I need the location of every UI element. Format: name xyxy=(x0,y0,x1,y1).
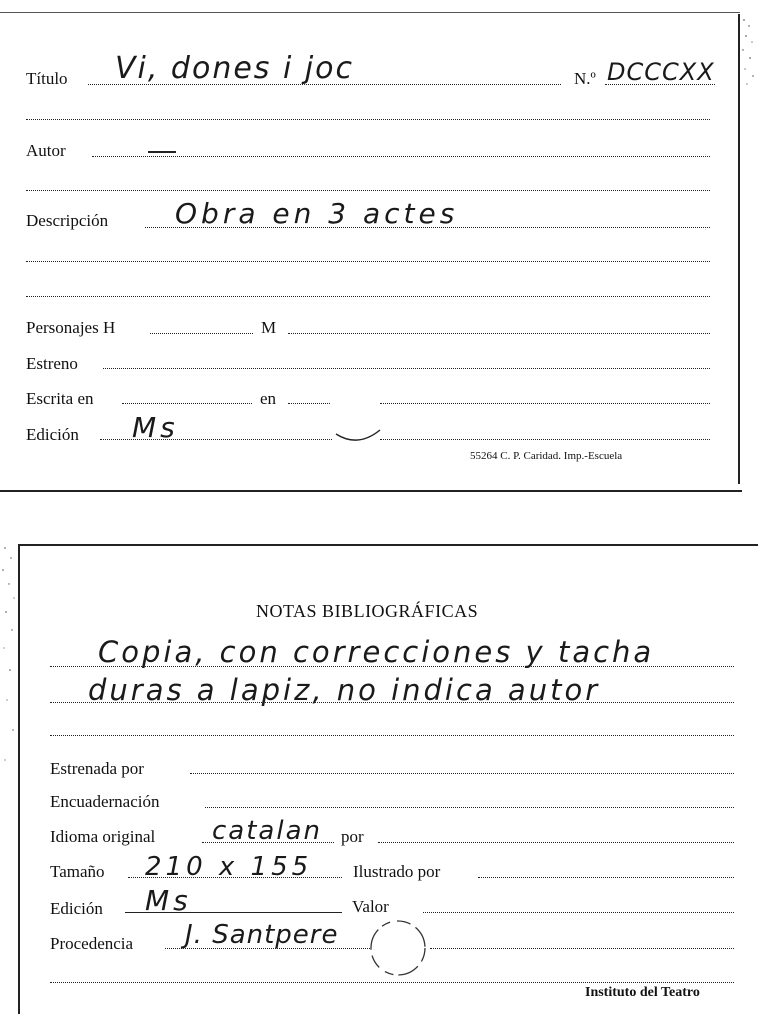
escrita-en2-line-b xyxy=(380,403,710,404)
estreno-label: Estreno xyxy=(26,354,78,373)
card-top-edge xyxy=(18,544,758,546)
card-bottom-edge xyxy=(0,490,742,492)
escrita-en2-line xyxy=(288,403,330,404)
notes-handwritten-2: duras a lapiz, no indica autor xyxy=(88,673,601,707)
autor-label: Autor xyxy=(26,141,66,160)
notes-handwritten-1: Copia, con correcciones y tacha xyxy=(98,635,655,669)
escrita-en2-label: en xyxy=(260,389,277,408)
escrita-label: Escrita en xyxy=(26,389,94,408)
estrenada-line xyxy=(190,773,734,774)
autor-line xyxy=(92,156,710,157)
procedencia-label: Procedencia xyxy=(50,934,134,953)
edicion-handwritten: Ms xyxy=(132,411,179,444)
notes-line-3 xyxy=(50,735,734,736)
catalog-card-back xyxy=(0,530,759,1028)
descripcion-label: Descripción xyxy=(26,211,109,230)
card-left-edge xyxy=(18,544,20,1014)
edicion-label: Edición xyxy=(50,899,103,918)
escrita-line xyxy=(122,403,252,404)
personajes-label: Personajes H xyxy=(26,318,116,337)
punch-hole-mark xyxy=(330,390,386,450)
blank-line-1 xyxy=(26,119,710,120)
punch-hole-mark xyxy=(368,918,432,982)
idioma-por-label: por xyxy=(341,827,364,846)
valor-line xyxy=(423,912,734,913)
card-corner-texture xyxy=(740,14,759,94)
descripcion-handwritten: Obra en 3 actes xyxy=(175,197,459,230)
estrenada-label: Estrenada por xyxy=(50,759,144,778)
edicion-handwritten: Ms xyxy=(145,884,192,917)
numero-line xyxy=(605,84,715,85)
encuadernacion-label: Encuadernación xyxy=(50,792,160,811)
autor-dash xyxy=(148,151,176,153)
estreno-line xyxy=(103,368,710,369)
ilustrado-line xyxy=(478,877,734,878)
ilustrado-label: Ilustrado por xyxy=(353,862,441,881)
tamano-handwritten: 210 x 155 xyxy=(145,852,313,882)
tamano-label: Tamaño xyxy=(50,862,105,881)
edicion-label: Edición xyxy=(26,425,79,444)
procedencia-handwritten: J. Santpere xyxy=(185,920,339,950)
personajes-h-line xyxy=(150,333,253,334)
bottom-line xyxy=(50,982,734,983)
numero-handwritten: DCCCXX xyxy=(607,58,715,86)
card-top-edge xyxy=(0,12,740,13)
titulo-handwritten: Vi, dones i joc xyxy=(115,51,355,86)
idioma-handwritten: catalan xyxy=(212,816,322,846)
instituto-footer: Instituto del Teatro xyxy=(585,985,700,1000)
numero-label: N.º xyxy=(574,69,596,88)
procedencia-line-b xyxy=(430,948,734,949)
encuadernacion-line xyxy=(205,807,734,808)
printer-imprint: 55264 C. P. Caridad. Imp.-Escuela xyxy=(470,450,623,462)
personajes-m-line xyxy=(288,333,710,334)
catalog-card-front xyxy=(0,0,759,495)
card-left-texture xyxy=(0,540,18,780)
titulo-label: Título xyxy=(26,69,68,88)
idioma-label: Idioma original xyxy=(50,827,156,846)
idioma-por-line xyxy=(378,842,734,843)
blank-line-4 xyxy=(26,296,710,297)
edicion-line-b xyxy=(380,439,710,440)
blank-line-2 xyxy=(26,190,710,191)
notas-heading: NOTAS BIBLIOGRÁFICAS xyxy=(256,601,479,621)
personajes-m-label: M xyxy=(261,318,277,337)
valor-label: Valor xyxy=(352,897,389,916)
blank-line-3 xyxy=(26,261,710,262)
